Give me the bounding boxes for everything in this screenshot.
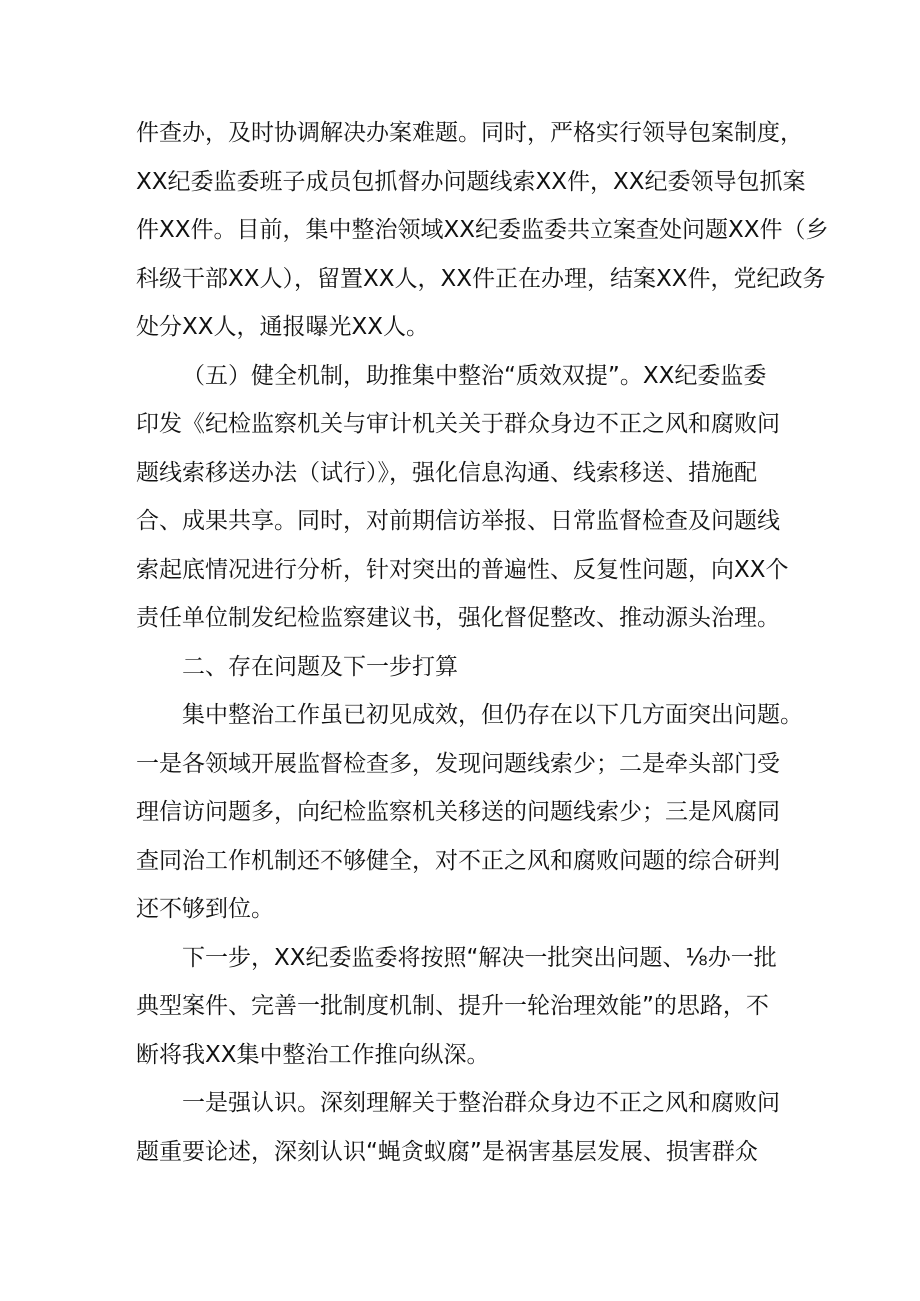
paragraph-line: 科级干部XX人），留置XX人，XX件正在办理，结案XX件，党纪政务	[136, 265, 826, 292]
section-title: 二、存在问题及下一步打算	[182, 653, 458, 680]
paragraph-line: 处分XX人，通报曝光XX人。	[136, 314, 430, 340]
paragraph-line: 合、成果共享。同时，对前期信访举报、日常监督检查及问题线	[136, 508, 780, 534]
paragraph-line: 理信访问题多，向纪检监察机关移送的问题线索少；三是风腐同	[136, 799, 780, 825]
paragraph-line: 题线索移送办法（试行）》，强化信息沟通、线索移送、措施配	[136, 459, 757, 486]
paragraph-line: 下一步，XX纪委监委将按照“解决一批突出问题、⅛办一批	[182, 944, 777, 971]
paragraph-line: 查同治工作机制还不够健全，对不正之风和腐败问题的综合研判	[136, 847, 780, 874]
document-body	[136, 109, 829, 1176]
paragraph-line: 典型案件、完善一批制度机制、提升一轮治理效能”的思路，不	[136, 993, 769, 1019]
paragraph-line: 题重要论述，深刻认识“蝇贪蚁腐”是祸害基层发展、损害群众	[136, 1138, 758, 1165]
paragraph-line: 集中整治工作虽已初见成效，但仍存在以下几方面突出问题。	[182, 702, 803, 728]
paragraph-line: 索起底情况进行分析，针对突出的普遍性、反复性问题，向XX个	[136, 556, 789, 583]
paragraph-line: 件查办，及时协调解决办案难题。同时，严格实行领导包案制度，	[136, 120, 803, 146]
paragraph-line: 还不够到位。	[136, 896, 274, 922]
section-heading-line: （五）健全机制，助推集中整治“质效双提”。XX纪委监委	[182, 362, 767, 389]
paragraph-line: 责任单位制发纪检监察建议书，强化督促整改、推动源头治理。	[136, 605, 780, 631]
paragraph-line: 一是强认识。深刻理解关于整治群众身边不正之风和腐败问	[182, 1090, 780, 1116]
paragraph-line: 印发《纪检监察机关与审计机关关于群众身边不正之风和腐败问	[136, 411, 780, 437]
paragraph-line: 一是各领域开展监督检查多，发现问题线索少；二是牵头部门受	[136, 750, 780, 777]
paragraph-line: XX纪委监委班子成员包抓督办问题线索XX件，XX纪委领导包抓案	[136, 168, 806, 195]
paragraph-line: 件XX件。目前，集中整治领域XX纪委监委共立案查处问题XX件（乡	[136, 217, 829, 243]
paragraph-line: 断将我XX集中整治工作推向纵深。	[136, 1041, 490, 1068]
